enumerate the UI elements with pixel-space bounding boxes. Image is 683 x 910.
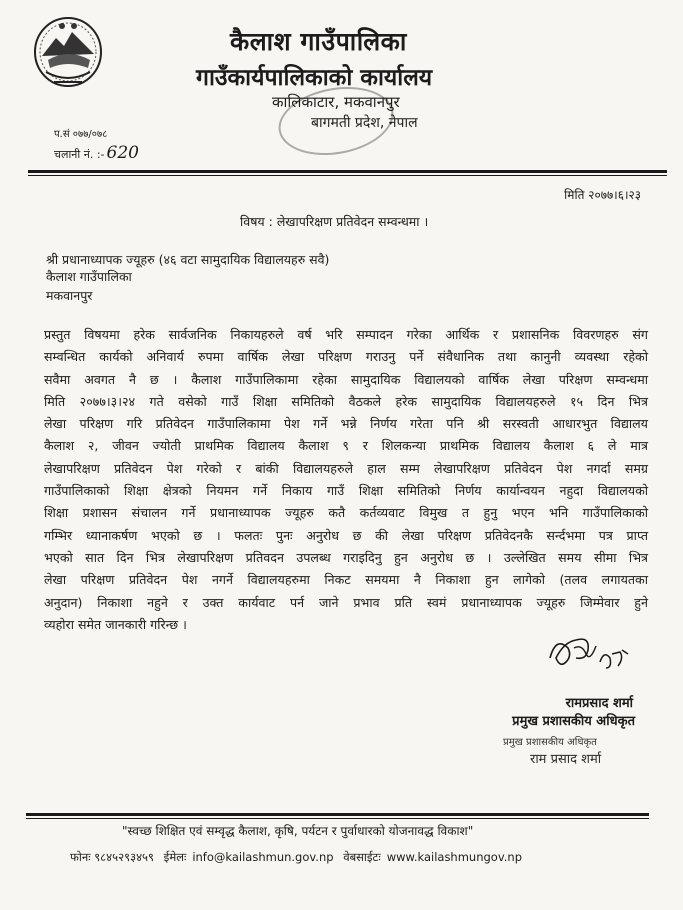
body-line: लेखापरिक्षण प्रतिवेदन पेश गरेको र बांकी विद्यालयहरुले हाल सम्म लेखापरिक्षण प्रतिवेदन पेश नगर्दा समग्र xyxy=(44,460,648,476)
official-stamp-title: प्रमुख प्रशासकीय अधिकृत xyxy=(503,737,597,748)
dispatch-number: 620 xyxy=(106,143,139,163)
dispatch-reference xyxy=(54,143,139,163)
footer-motto: "स्वच्छ शिक्षित एवं सम्वृद्ध कैलाश, कृषि, पर्यटन र पुर्वाधारको योजनावद्ध विकाश" xyxy=(122,824,474,838)
footer-email[interactable]: info@kailashmun.gov.np xyxy=(192,850,334,864)
body-line: सम्वन्धित कार्यको अनिवार्य रुपमा वार्षिक लेखा परिक्षण गराउनु पर्ने संवैधानिक तथा कानुनी व्यवस्था रहेको xyxy=(44,349,648,365)
footer-phone: फोनः ९८४५२९३४५९ xyxy=(70,850,155,864)
footer-email-label: ईमेलः xyxy=(163,850,187,864)
address-line-2: बागमती प्रदेश, नेपाल xyxy=(311,115,418,131)
footer-divider-thin xyxy=(26,818,649,819)
office-title: कैलाश गाउँपालिका xyxy=(230,27,407,56)
body-line: अनुदान) निकाशा नहुने र उक्त कार्यवाट पर्न जाने प्रभाव प्रति स्वमं प्रधानाध्यापक ज्यूहरु जिम्मेवार हुने xyxy=(44,594,648,610)
footer-website[interactable]: www.kailashmungov.np xyxy=(386,850,522,864)
addressee-line-3: मकवानपुर xyxy=(46,288,93,303)
body-line: कैलाश २, जीवन ज्योती प्राथमिक विद्यालय कैलाश ९ र शिलकन्या प्राथमिक विद्यालय कैलाश ६ ले मात्र xyxy=(44,438,648,454)
body-line: भएको सात दिन भित्र लेखापरिक्षण प्रतिवदन उपलब्ध गराइदिनु हुन अनुरोध छ । उल्लेखित समय सीमा भित्र xyxy=(44,549,648,565)
body-line: लेखा परिक्षण प्रतिवेदन पेश नगर्ने विद्यालयहरुमा निकट समयमा नै निकाशा हुन लागेको (तलव लगायतका xyxy=(44,572,648,588)
footer-contact xyxy=(70,850,528,865)
letter-subject: विषय : लेखापरिक्षण प्रतिवेदन सम्वन्धमा । xyxy=(240,214,429,229)
addressee-line-2: कैलाश गाउँपालिका xyxy=(46,269,132,284)
nepal-emblem-icon xyxy=(32,14,104,92)
body-line: मिति २०७७।३।२४ गते वसेको गाउँ शिक्षा समितिको वैठकले हरेक सामुदायिक विद्यालयहरुले १५ दिन भित्र xyxy=(44,393,648,409)
letter-date: मिति २०७७।६।२३ xyxy=(564,188,641,202)
body-line: गम्भिर ध्यानाकर्षण भएको छ । फलतः पुनः अनुरोध छ की लेखा परिक्षण प्रतिवेदनकै सर्न्दभमा पत्र प्राप्त xyxy=(44,527,648,543)
header-divider-thin xyxy=(28,175,667,176)
footer-divider xyxy=(26,813,649,816)
dispatch-label: चलानी नं. :- xyxy=(54,148,105,161)
signatory-title: प्रमुख प्रशासकीय अधिकृत xyxy=(512,714,635,729)
letter-body xyxy=(44,324,648,636)
signatory-name: रामप्रसाद शर्मा xyxy=(565,696,633,711)
fiscal-reference: प.सं ०७७/०७८ xyxy=(54,129,108,140)
official-stamp-name: राम प्रसाद शर्मा xyxy=(530,752,602,767)
header-divider xyxy=(28,170,667,173)
handwritten-signature xyxy=(546,628,632,676)
addressee-line-1: श्री प्रधानाध्यापक ज्यूहरु (४६ वटा सामुदायिक विद्यालयहरु सवै) xyxy=(46,252,330,267)
body-line: प्रस्तुत विषयमा हरेक सार्वजनिक निकायहरुले वर्ष भरि सम्पादन गरेका आर्थिक र प्रशासनिक विवरणहरु संग xyxy=(44,327,648,342)
body-line: सवैमा अवगत नै छ । कैलाश गाउँपालिकामा रहेका सामुदायिक विद्यालयको वार्षिक लेखा परिक्षण सम्वन्धमा xyxy=(44,371,648,387)
office-subtitle: गाउँकार्यपालिकाको कार्यालय xyxy=(196,65,433,91)
body-line: गाउँपालिकाको शिक्षा क्षेत्रको नियमन गर्ने निकाय गाउँ शिक्षा समितिको निर्णय कार्यान्वयन नहुदा विद्यालयको xyxy=(44,483,649,499)
body-line: लेखा परिक्षण गरि प्रतिवेदन गाउँपालिकामा पेश गर्ने भन्ने निर्णय गरेता पनि श्री सरस्वती आधारभुत विद्यालय xyxy=(44,416,648,432)
body-line: व्यहोरा समेत जानकारी गरिन्छ । xyxy=(44,616,187,632)
body-line: शिक्षा प्रशासन संचालन गर्ने प्रधानाध्यापक ज्यूहरु कतै कर्तव्यवाट विमुख त हुनु भएन भनि गाउँपालिकाको xyxy=(44,505,648,521)
address-line-1: कालिकाटार, मकवानपुर xyxy=(272,93,400,111)
footer-website-label: वेबसाईटः xyxy=(343,850,381,864)
